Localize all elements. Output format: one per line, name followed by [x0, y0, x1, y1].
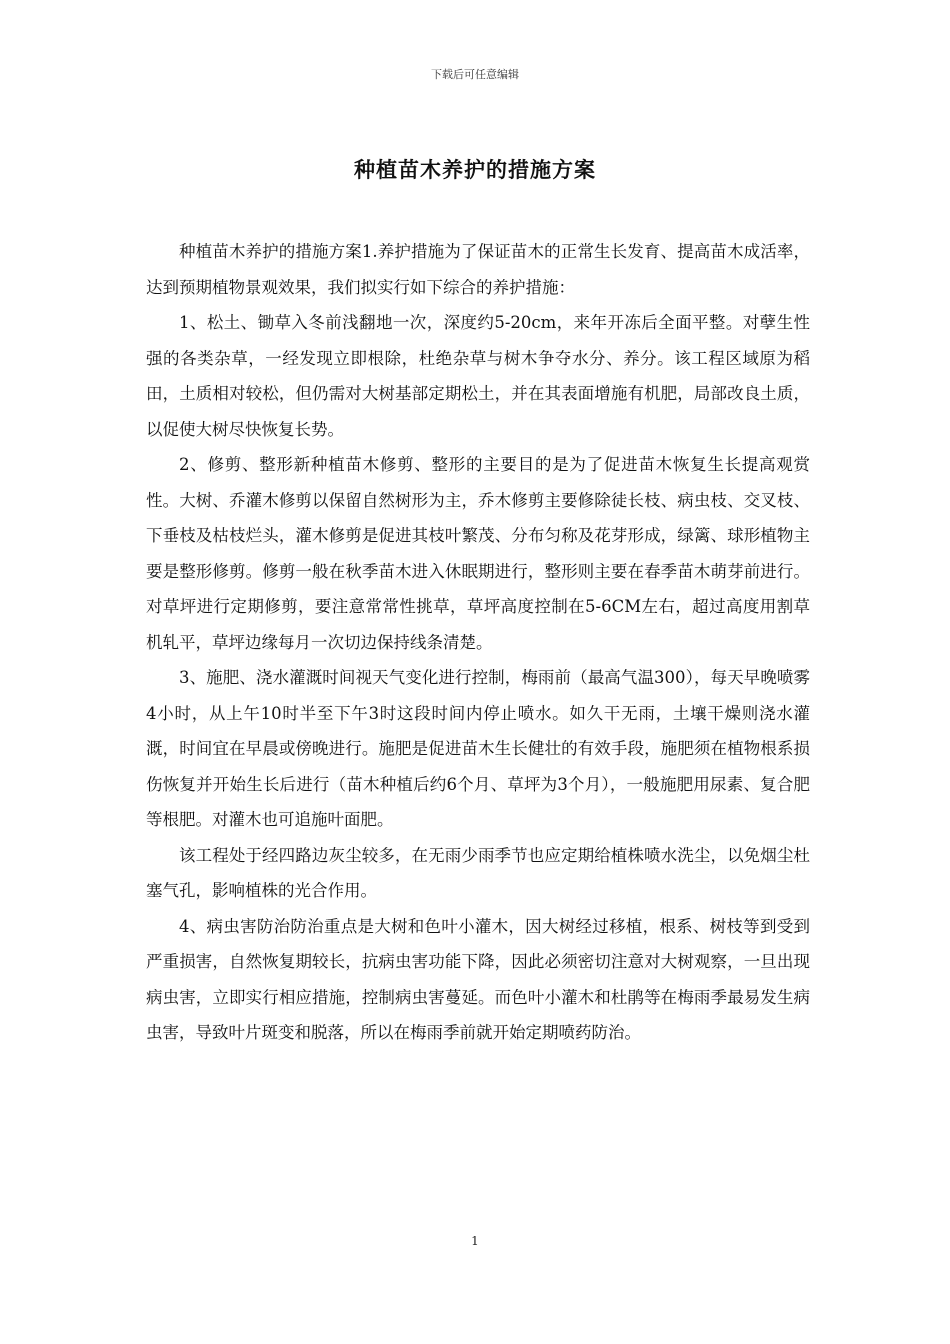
- page-number: 1: [471, 1234, 479, 1248]
- paragraph-pruning: 2、修剪、整形新种植苗木修剪、整形的主要目的是为了促进苗木恢复生长提高观赏性。大树、乔灌木修剪以保留自然树形为主，乔木修剪主要修除徒长枝、病虫枝、交叉枝、下垂枝及枯枝烂头，灌木修剪是促进其枝叶繁茂、分布匀称及花芽形成，绿篱、球形植物主要是整形修剪。修剪一般在秋季苗木进入休眠期进行，整形则主要在春季苗木萌芽前进行。对草坪进行定期修剪，要注意常常性挑草，草坪高度控制在5-6CM左右，超过高度用割草机轧平，草坪边缘每月一次切边保持线条清楚。: [146, 455, 810, 652]
- paragraph-intro: 种植苗木养护的措施方案1.养护措施为了保证苗木的正常生长发育、提高苗木成活率，达到预期植物景观效果，我们拟实行如下综合的养护措施：: [146, 242, 810, 297]
- document-body: [146, 234, 810, 1051]
- document-title: 种植苗木养护的措施方案: [354, 157, 596, 182]
- paragraph-pest-control: 4、病虫害防治防治重点是大树和色叶小灌木，因大树经过移植，根系、树枝等到受到严重损害，自然恢复期较长，抗病虫害功能下降，因此必须密切注意对大树观察，一旦出现病虫害，立即实行相应措施，控制病虫害蔓延。而色叶小灌木和杜鹃等在梅雨季最易发生病虫害，导致叶片斑变和脱落，所以在梅雨季前就开始定期喷药防治。: [146, 916, 810, 1042]
- paragraph-dust-washing: 该工程处于经四路边灰尘较多，在无雨少雨季节也应定期给植株喷水洗尘，以免烟尘杜塞气孔，影响植株的光合作用。: [146, 845, 810, 900]
- header-note: 下载后可任意编辑: [431, 68, 519, 81]
- paragraph-loosening-weeding: 1、松土、锄草入冬前浅翻地一次，深度约5-20cm，来年开冻后全面平整。对孽生性强的各类杂草，一经发现立即根除，杜绝杂草与树木争夺水分、养分。该工程区域原为稻田，土质相对较松，但仍需对大树基部定期松土，并在其表面增施有机肥，局部改良土质，以促使大树尽快恢复长势。: [146, 313, 810, 439]
- paragraph-fertilizing-watering: 3、施肥、浇水灌溉时间视天气变化进行控制，梅雨前（最高气温300），每天早晚喷雾4小时，从上午10时半至下午3时这段时间内停止喷水。如久干无雨，土壤干燥则浇水灌溉，时间宜在早晨或傍晚进行。施肥是促进苗木生长健壮的有效手段，施肥须在植物根系损伤恢复并开始生长后进行（苗木种植后约6个月、草坪为3个月），一般施肥用尿素、复合肥等根肥。对灌木也可追施叶面肥。: [146, 668, 810, 829]
